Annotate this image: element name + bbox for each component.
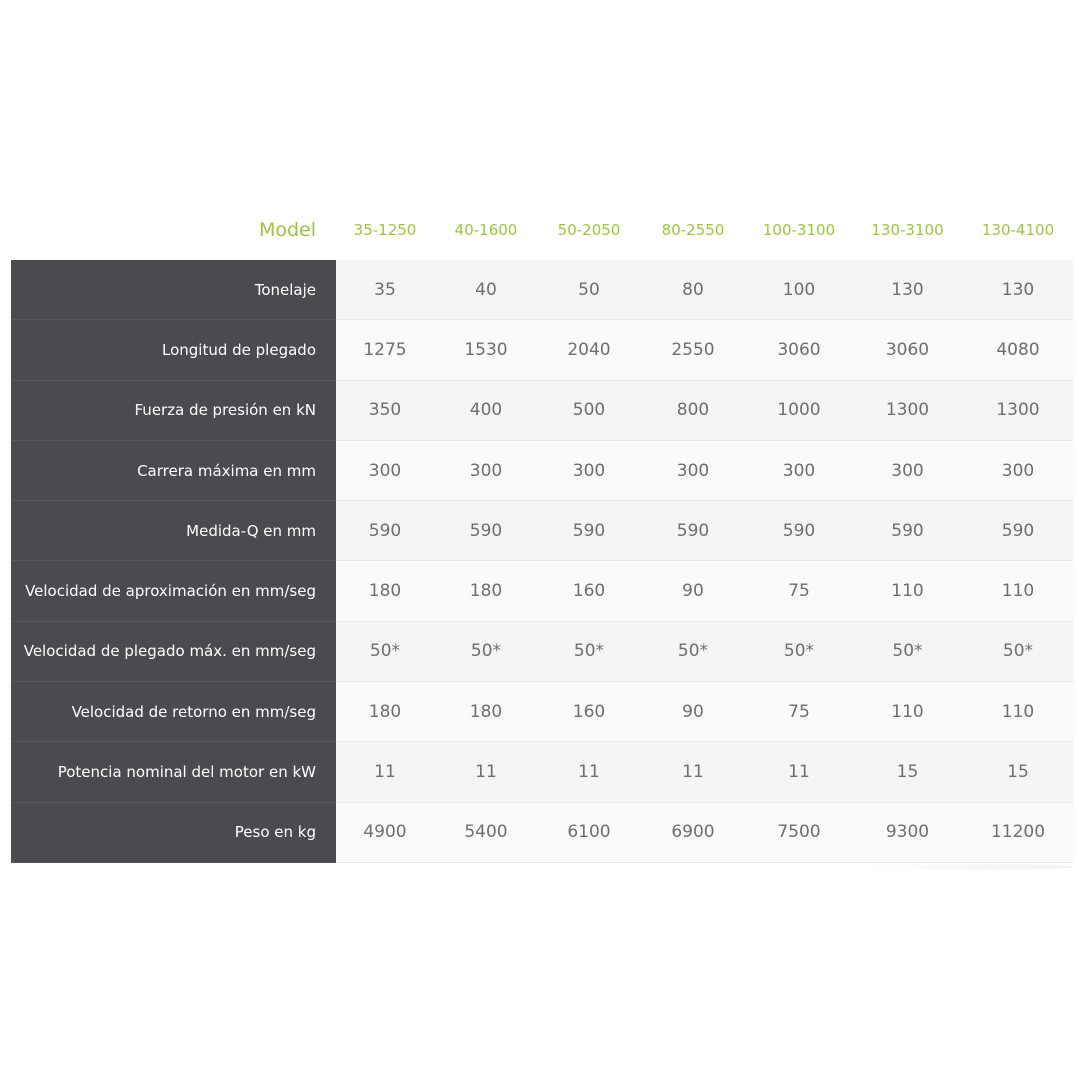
value-cell: 11 [578, 762, 600, 783]
value-cell: 50* [369, 641, 401, 662]
model-header-label: Model [258, 219, 316, 241]
value-cell: 590 [469, 520, 503, 541]
value-cell: 130 [891, 279, 924, 300]
table-row [11, 803, 1073, 863]
value-cell: 50* [470, 641, 502, 662]
value-cell: 1000 [777, 400, 821, 421]
row-values [336, 381, 1073, 441]
spec-table [11, 200, 1073, 863]
value-cell: 50* [1002, 641, 1034, 662]
value-cell: 300 [368, 460, 402, 481]
value-cell: 300 [891, 460, 924, 481]
decorative-shadow [860, 864, 1073, 870]
row-values [336, 803, 1073, 863]
value-cell: 6900 [671, 822, 715, 843]
row-label: Potencia nominal del motor en kW [11, 742, 336, 802]
table-row [11, 381, 1073, 441]
value-cell: 590 [1001, 520, 1035, 541]
value-cell: 590 [676, 520, 710, 541]
model-header: 100-3100 [762, 221, 836, 239]
model-headers [336, 200, 1073, 260]
model-header: 50-2050 [557, 221, 621, 239]
value-cell: 6100 [567, 822, 611, 843]
value-cell: 1300 [996, 400, 1040, 421]
row-label: Peso en kg [11, 803, 336, 863]
model-header: 35-1250 [353, 221, 417, 239]
value-cell: 50* [677, 641, 709, 662]
value-cell: 300 [572, 460, 606, 481]
value-cell: 180 [368, 581, 402, 602]
value-cell: 3060 [885, 339, 930, 360]
table-row [11, 260, 1073, 320]
model-header: 80-2550 [661, 221, 725, 239]
value-cell: 2040 [567, 339, 611, 360]
row-values [336, 260, 1073, 320]
value-cell: 50 [578, 279, 600, 300]
value-cell: 15 [896, 762, 919, 783]
value-cell: 110 [891, 581, 924, 602]
row-label: Velocidad de aproximación en mm/seg [11, 561, 336, 621]
row-values [336, 441, 1073, 501]
value-cell: 7500 [777, 822, 821, 843]
value-cell: 15 [1007, 762, 1029, 783]
value-cell: 1300 [885, 400, 930, 421]
value-cell: 110 [1001, 581, 1035, 602]
value-cell: 50* [783, 641, 815, 662]
value-cell: 5400 [464, 822, 508, 843]
row-values [336, 742, 1073, 802]
value-cell: 110 [1001, 701, 1035, 722]
value-cell: 1275 [363, 339, 407, 360]
value-cell: 4900 [363, 822, 407, 843]
value-cell: 40 [475, 279, 497, 300]
table-row [11, 320, 1073, 380]
value-cell: 11200 [990, 822, 1046, 843]
row-label: Velocidad de plegado máx. en mm/seg [11, 622, 336, 682]
value-cell: 400 [469, 400, 503, 421]
value-cell: 160 [572, 701, 606, 722]
value-cell: 300 [1001, 460, 1035, 481]
header-row [11, 200, 1073, 260]
table-row [11, 622, 1073, 682]
row-label: Fuerza de presión en kN [11, 381, 336, 441]
row-label: Velocidad de retorno en mm/seg [11, 682, 336, 742]
value-cell: 300 [782, 460, 816, 481]
table-row [11, 561, 1073, 621]
value-cell: 2550 [671, 339, 715, 360]
value-cell: 110 [891, 701, 924, 722]
value-cell: 160 [572, 581, 606, 602]
value-cell: 9300 [885, 822, 930, 843]
row-values [336, 622, 1073, 682]
value-cell: 11 [475, 762, 497, 783]
value-cell: 180 [469, 581, 503, 602]
value-cell: 180 [368, 701, 402, 722]
value-cell: 75 [788, 581, 810, 602]
row-label: Carrera máxima en mm [11, 441, 336, 501]
value-cell: 300 [469, 460, 503, 481]
table-row [11, 441, 1073, 501]
value-cell: 590 [782, 520, 816, 541]
row-values [336, 561, 1073, 621]
value-cell: 590 [891, 520, 924, 541]
value-cell: 90 [682, 701, 704, 722]
model-header: 130-4100 [981, 221, 1055, 239]
model-header: 130-3100 [871, 221, 944, 239]
value-cell: 590 [368, 520, 402, 541]
value-cell: 590 [572, 520, 606, 541]
value-cell: 4080 [996, 339, 1040, 360]
value-cell: 130 [1001, 279, 1035, 300]
value-cell: 90 [682, 581, 704, 602]
value-cell: 11 [374, 762, 396, 783]
value-cell: 50* [573, 641, 605, 662]
value-cell: 1530 [464, 339, 508, 360]
row-label: Tonelaje [11, 260, 336, 320]
value-cell: 11 [788, 762, 810, 783]
value-cell: 50* [892, 641, 923, 662]
row-values [336, 682, 1073, 742]
row-values [336, 320, 1073, 380]
value-cell: 80 [682, 279, 704, 300]
table-row [11, 682, 1073, 742]
row-label: Medida-Q en mm [11, 501, 336, 561]
value-cell: 500 [572, 400, 606, 421]
model-header: 40-1600 [454, 221, 518, 239]
value-cell: 35 [374, 279, 396, 300]
value-cell: 800 [676, 400, 710, 421]
value-cell: 75 [788, 701, 810, 722]
value-cell: 11 [682, 762, 704, 783]
value-cell: 350 [368, 400, 402, 421]
table-row [11, 742, 1073, 802]
value-cell: 300 [676, 460, 710, 481]
value-cell: 100 [782, 279, 816, 300]
row-label: Longitud de plegado [11, 320, 336, 380]
table-body [11, 260, 1073, 863]
table-row [11, 501, 1073, 561]
value-cell: 3060 [777, 339, 821, 360]
value-cell: 180 [469, 701, 503, 722]
row-values [336, 501, 1073, 561]
